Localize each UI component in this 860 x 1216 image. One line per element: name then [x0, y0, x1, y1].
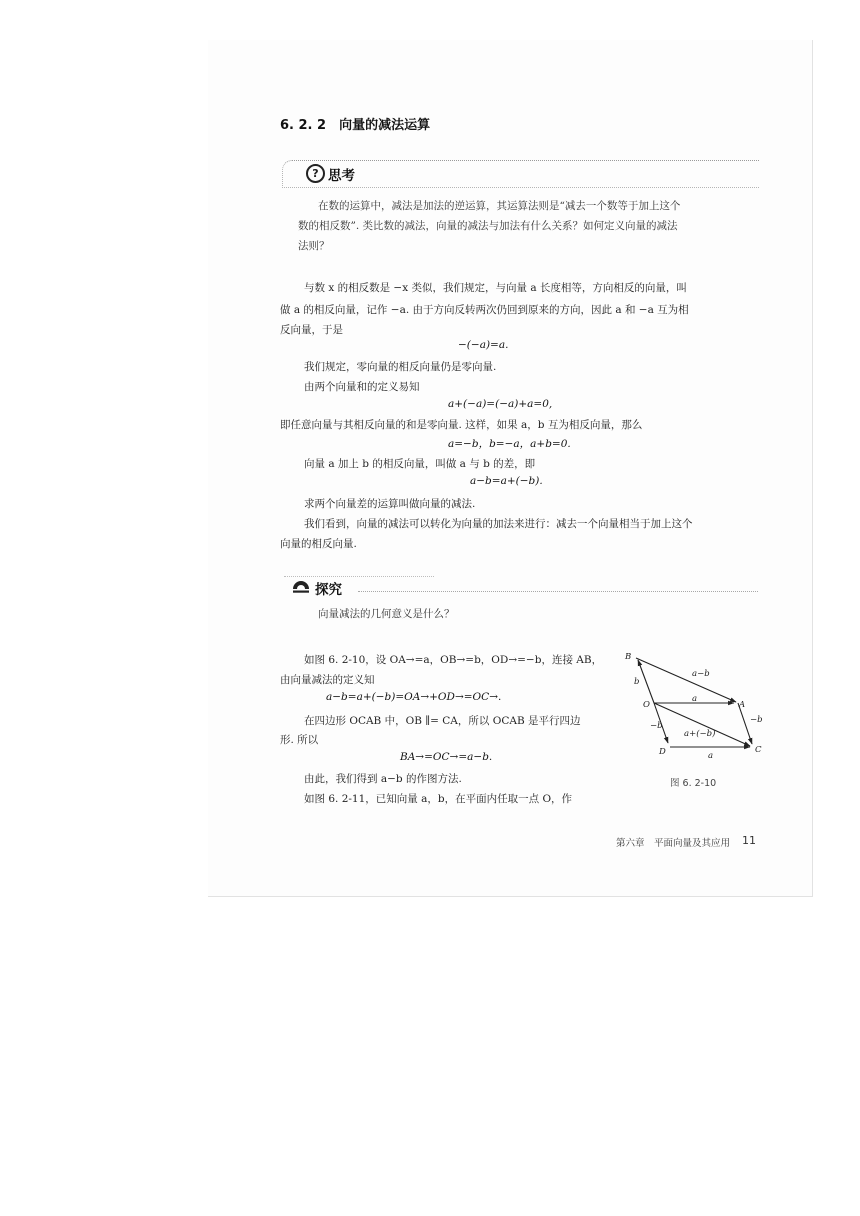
explore-divider-cap [284, 576, 434, 577]
think-line-1: 在数的运算中，减法是加法的逆运算，其运算法则是“减去一个数等于加上这个 [318, 200, 681, 212]
body-p3: 由两个向量和的定义易知 [304, 381, 420, 393]
body-p1-line-1: 与数 x 的相反数是 −x 类似，我们规定，与向量 a 长度相等，方向相反的向量，叫 [304, 282, 687, 294]
lower-line-6: 如图 6. 2-11，已知向量 a，b，在平面内任取一点 O，作 [304, 793, 573, 805]
label-neg-b-left: −b [650, 721, 663, 731]
body-p5: 向量 a 加上 b 的相反向量，叫做 a 与 b 的差，即 [304, 458, 536, 470]
explore-divider [358, 591, 758, 592]
lower-line-1: 如图 6. 2-10，设 OA→=a，OB→=b，OD→=−b，连接 AB， [304, 654, 603, 666]
label-neg-b-right: −b [750, 715, 763, 725]
point-label-a: A [739, 700, 746, 710]
body-p6: 求两个向量差的运算叫做向量的减法. [304, 498, 476, 510]
body-p2: 我们规定，零向量的相反向量仍是零向量. [304, 361, 497, 373]
footer-chapter: 第六章 平面向量及其应用 [616, 838, 731, 849]
formula-geometric-difference: a−b=a+(−b)=OA→+OD→=OC→. [326, 691, 502, 703]
vector-ob [638, 660, 654, 703]
body-p7-line-1: 我们看到，向量的减法可以转化为向量的加法来进行：减去一个向量相当于加上这个 [304, 518, 693, 530]
point-label-o: O [643, 700, 650, 710]
formula-difference: a−b=a+(−b). [470, 475, 543, 487]
label-a-top: a [692, 694, 698, 704]
explore-icon [292, 578, 310, 594]
section-title: 6. 2. 2 向量的减法运算 [280, 118, 431, 133]
explore-title: 探究 [315, 582, 342, 598]
point-label-c: C [755, 745, 762, 755]
vector-oc [654, 703, 750, 746]
formula-neg-neg-a: −(−a)=a. [458, 339, 509, 351]
lower-line-5: 由此，我们得到 a−b 的作图方法. [304, 773, 462, 785]
footer-page-number: 11 [742, 834, 756, 847]
explore-question: 向量减法的几何意义是什么？ [318, 608, 455, 620]
lower-line-3: 在四边形 OCAB 中，OB ∥= CA，所以 OCAB 是平行四边 [304, 715, 581, 727]
body-p4: 即任意向量与其相反向量的和是零向量. 这样，如果 a，b 互为相反向量，那么 [280, 419, 643, 431]
formula-sum-zero: a+(−a)=(−a)+a=0, [448, 398, 553, 410]
label-a-minus-b: a−b [692, 669, 710, 679]
body-p1-line-3: 反向量，于是 [280, 324, 343, 336]
think-line-3: 法则？ [298, 240, 330, 252]
label-a-plus-neg-b: a+(−b) [684, 729, 716, 739]
body-p1-line-2: 做 a 的相反向量，记作 −a. 由于方向反转两次仍回到原来的方向，因此 a 和 −a 互为相 [280, 304, 689, 316]
label-a-bottom: a [708, 751, 714, 761]
point-label-d: D [659, 747, 666, 757]
figure-caption: 图 6. 2-10 [670, 778, 717, 789]
lower-line-4: 形. 所以 [280, 734, 319, 746]
think-line-2: 数的相反数”. 类比数的减法，向量的减法与加法有什么关系？如何定义向量的减法 [298, 220, 678, 232]
point-label-b: B [625, 652, 632, 662]
think-title: 思考 [328, 168, 355, 184]
formula-opposite: a=−b，b=−a，a+b=0. [448, 438, 571, 450]
formula-ba-oc: BA→=OC→=a−b. [400, 751, 493, 763]
question-circle-icon: ? [306, 164, 325, 183]
lower-line-2: 由向量减法的定义知 [280, 674, 375, 686]
figure-6-2-10 [618, 650, 778, 770]
scanned-page [208, 40, 813, 897]
label-b: b [634, 677, 640, 687]
body-p7-line-2: 向量的相反向量. [280, 538, 357, 550]
